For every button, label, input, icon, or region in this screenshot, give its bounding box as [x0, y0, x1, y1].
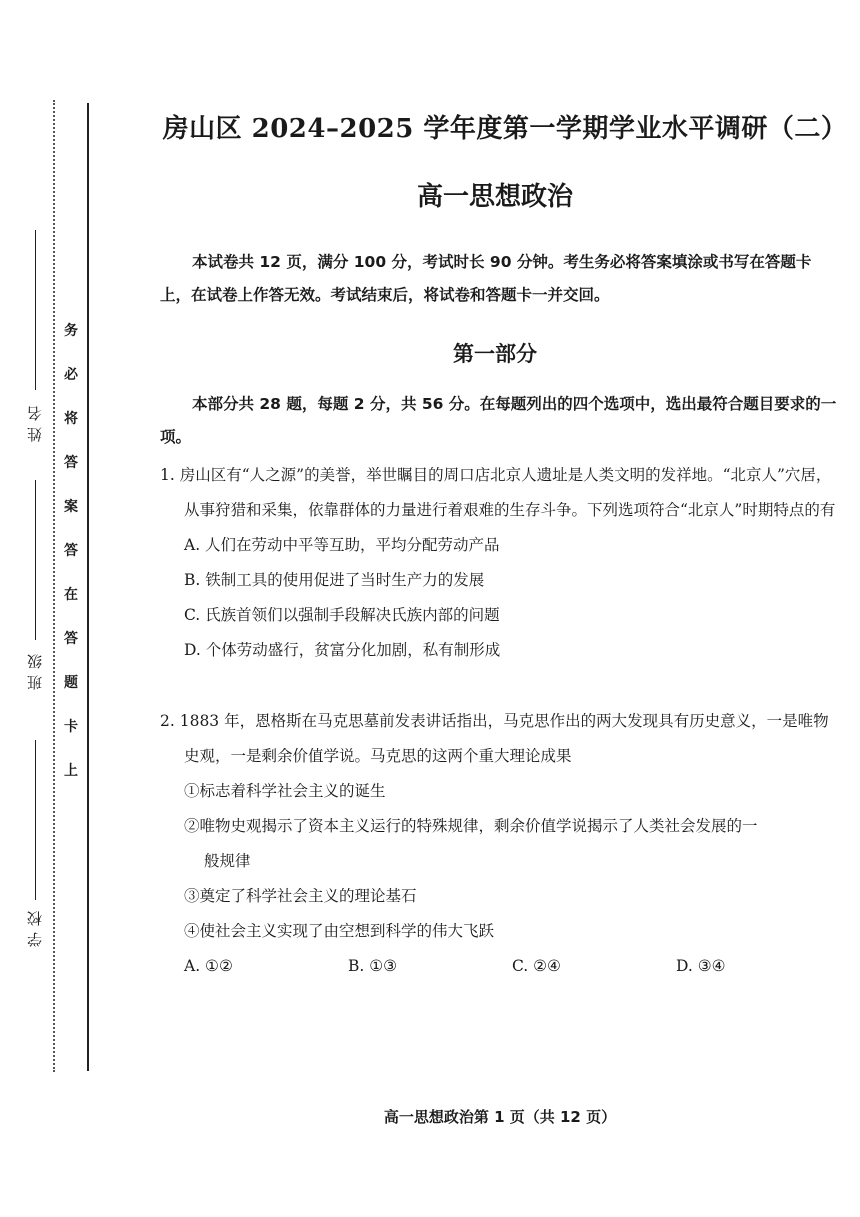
- exam-title: 房山区 2024–2025 学年度第一学期学业水平调研（二）: [162, 114, 848, 144]
- question-1: [160, 458, 840, 668]
- option-c: C. 氏族首领们以强制手段解决氏族内部的问题: [184, 606, 500, 624]
- part-title: 第一部分: [453, 341, 537, 366]
- question-2: [160, 704, 840, 984]
- question-stem: 1. 房山区有“人之源”的美誉，举世瞩目的周口店北京人遗址是人类文明的发祥地。“北京人”穴居，从事狩猎和采集，依靠群体的力量进行着艰难的生存斗争。下列选项符合“北京人”时期特点的有: [160, 466, 836, 519]
- school-label: 学校: [26, 905, 44, 947]
- name-field[interactable]: [18, 230, 44, 450]
- subject-title: 高一思想政治: [416, 182, 573, 212]
- school-field[interactable]: [18, 740, 44, 960]
- notice-char: 将: [64, 411, 78, 427]
- name-label: 姓名: [26, 400, 44, 442]
- binding-solid-line: [87, 103, 89, 1071]
- notice-char: 答: [64, 543, 78, 559]
- page-footer: 高一思想政治第 1 页（共 12 页）: [383, 1108, 617, 1126]
- notice-char: 答: [64, 455, 78, 471]
- option-d: D. 个体劳动盛行，贫富分化加剧，私有制形成: [184, 641, 501, 659]
- statement-4: ④使社会主义实现了由空想到科学的伟大飞跃: [184, 922, 495, 940]
- options-row: [160, 949, 840, 984]
- class-blank-line: [35, 480, 37, 640]
- answer-notice-vertical: [62, 320, 80, 804]
- notice-char: 卡: [64, 719, 78, 735]
- statement-2: ②唯物史观揭示了资本主义运行的特殊规律，剩余价值学说揭示了人类社会发展的一: [184, 817, 758, 835]
- option-a: A. 人们在劳动中平等互助，平均分配劳动产品: [184, 536, 500, 554]
- name-blank-line: [35, 230, 37, 390]
- school-blank-line: [35, 740, 37, 900]
- option-b: B. 铁制工具的使用促进了当时生产力的发展: [184, 571, 485, 589]
- class-label: 班级: [26, 648, 44, 690]
- binding-dotted-line: [53, 100, 55, 1072]
- option-b: B. ①③: [348, 957, 398, 975]
- statement-1: ①标志着科学社会主义的诞生: [184, 782, 386, 800]
- notice-char: 在: [64, 587, 78, 603]
- question-stem: 2. 1883 年，恩格斯在马克思墓前发表讲话指出，马克思作出的两大发现具有历史意义，一是唯物史观，一是剩余价值学说。马克思的这两个重大理论成果: [160, 712, 829, 765]
- notice-char: 答: [64, 631, 78, 647]
- statement-3: ③奠定了科学社会主义的理论基石: [184, 887, 417, 905]
- option-d: D. ③④: [676, 957, 726, 975]
- notice-char: 必: [64, 367, 78, 383]
- part-instructions: 本部分共 28 题，每题 2 分，共 56 分。在每题列出的四个选项中，选出最符合题目要求的一项。: [160, 395, 837, 446]
- option-a: A. ①②: [184, 957, 233, 975]
- notice-char: 上: [64, 763, 78, 779]
- notice-char: 案: [64, 499, 78, 515]
- notice-char: 务: [64, 323, 78, 339]
- statement-2-continued: 般规律: [204, 852, 251, 870]
- exam-instructions: 本试卷共 12 页，满分 100 分，考试时长 90 分钟。考生务必将答案填涂或书写在答题卡上，在试卷上作答无效。考试结束后，将试卷和答题卡一并交回。: [160, 253, 812, 304]
- class-field[interactable]: [18, 480, 44, 700]
- notice-char: 题: [64, 675, 78, 691]
- option-c: C. ②④: [512, 957, 561, 975]
